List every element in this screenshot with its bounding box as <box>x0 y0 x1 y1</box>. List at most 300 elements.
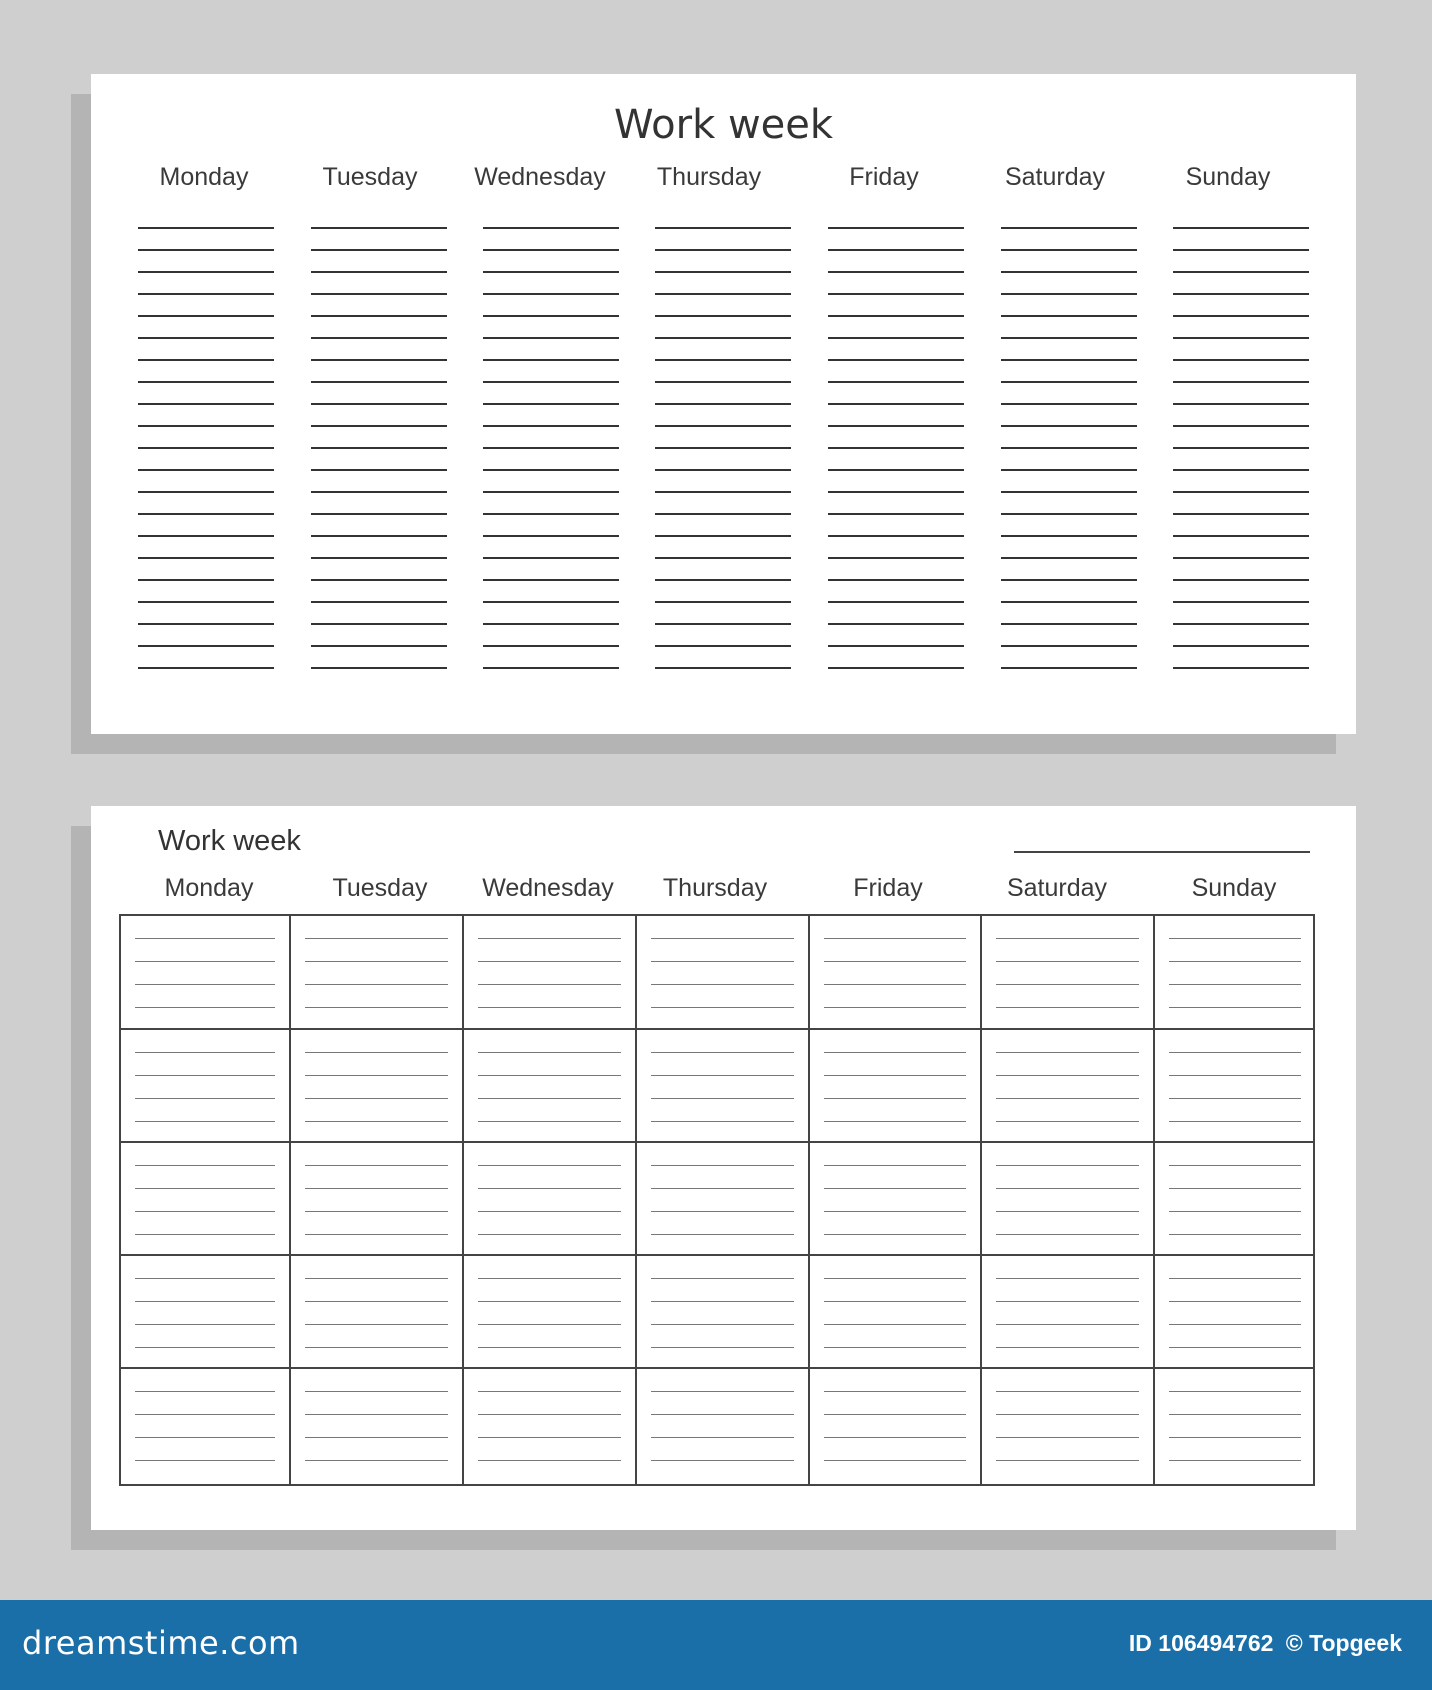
write-line <box>138 315 274 317</box>
write-line <box>311 425 447 427</box>
write-line <box>1169 961 1301 962</box>
write-line <box>138 447 274 449</box>
write-line <box>651 1121 794 1122</box>
write-line <box>311 293 447 295</box>
day-label-tuesday: Tuesday <box>322 163 418 191</box>
write-line <box>135 1391 275 1392</box>
write-line <box>478 1052 621 1053</box>
grid-cell-lines <box>996 1278 1139 1348</box>
write-line <box>651 1414 794 1415</box>
write-line <box>305 1347 448 1348</box>
write-line <box>311 513 447 515</box>
line-column-saturday <box>1001 227 1137 667</box>
grid-cell-lines <box>135 1278 275 1348</box>
write-line <box>478 1188 621 1189</box>
write-line <box>311 381 447 383</box>
grid-cell-lines <box>478 938 621 1008</box>
write-line <box>1001 491 1137 493</box>
write-line <box>655 315 791 317</box>
write-line <box>824 1391 966 1392</box>
write-line <box>135 1121 275 1122</box>
write-line <box>996 1278 1139 1279</box>
write-line <box>138 579 274 581</box>
write-line <box>655 271 791 273</box>
write-line <box>305 1301 448 1302</box>
write-line <box>655 623 791 625</box>
line-column-friday <box>828 227 964 667</box>
write-line <box>135 961 275 962</box>
write-line <box>828 491 964 493</box>
write-line <box>135 1098 275 1099</box>
write-line <box>996 961 1139 962</box>
write-line <box>305 1075 448 1076</box>
grid-cell-lines <box>651 1391 794 1461</box>
write-line <box>824 1278 966 1279</box>
write-line <box>824 1188 966 1189</box>
write-line <box>135 1278 275 1279</box>
write-line <box>483 667 619 669</box>
write-line <box>1001 271 1137 273</box>
write-line <box>1001 359 1137 361</box>
write-line <box>135 1052 275 1053</box>
grid-row-divider <box>121 1141 1313 1143</box>
write-line <box>1173 579 1309 581</box>
write-line <box>135 938 275 939</box>
write-line <box>651 938 794 939</box>
grid-column-divider <box>462 916 464 1484</box>
write-line <box>305 1121 448 1122</box>
write-line <box>305 1188 448 1189</box>
write-line <box>483 249 619 251</box>
author-credit: © Topgeek <box>1285 1630 1402 1656</box>
day-label-saturday: Saturday <box>1004 163 1106 191</box>
grid-cell-lines <box>1169 1278 1301 1348</box>
write-line <box>655 249 791 251</box>
write-line <box>138 359 274 361</box>
write-line <box>305 1324 448 1325</box>
write-line <box>996 1007 1139 1008</box>
write-line <box>1001 249 1137 251</box>
grid-cell-lines <box>305 1391 448 1461</box>
write-line <box>483 337 619 339</box>
grid-cell-lines <box>996 938 1139 1008</box>
write-line <box>1169 1391 1301 1392</box>
write-line <box>651 1165 794 1166</box>
day-label-friday: Friday <box>849 163 919 191</box>
grid-cell-lines <box>996 1165 1139 1235</box>
write-line <box>651 1460 794 1461</box>
write-line <box>1001 227 1137 229</box>
write-line <box>311 227 447 229</box>
write-line <box>1169 1437 1301 1438</box>
grid-cell-lines <box>1169 1391 1301 1461</box>
write-line <box>478 1460 621 1461</box>
write-line <box>996 1075 1139 1076</box>
write-line <box>1169 1211 1301 1212</box>
write-line <box>824 1121 966 1122</box>
write-line <box>305 1414 448 1415</box>
grid-column-divider <box>980 916 982 1484</box>
write-line <box>135 1007 275 1008</box>
write-line <box>655 513 791 515</box>
day-label-thursday: Thursday <box>656 163 762 191</box>
write-line <box>138 425 274 427</box>
write-line <box>828 249 964 251</box>
write-line <box>655 425 791 427</box>
write-line <box>655 337 791 339</box>
write-line <box>1169 1278 1301 1279</box>
write-line <box>138 337 274 339</box>
day-label-tuesday: Tuesday <box>332 874 428 902</box>
write-line <box>311 469 447 471</box>
write-line <box>824 1301 966 1302</box>
write-line <box>478 1391 621 1392</box>
write-line <box>1173 623 1309 625</box>
write-line <box>478 938 621 939</box>
write-line <box>996 1414 1139 1415</box>
write-line <box>311 249 447 251</box>
write-line <box>655 359 791 361</box>
write-line <box>1001 601 1137 603</box>
write-line <box>138 623 274 625</box>
write-line <box>478 1098 621 1099</box>
write-line <box>655 557 791 559</box>
write-line <box>651 1278 794 1279</box>
write-line <box>655 601 791 603</box>
write-line <box>651 1211 794 1212</box>
write-line <box>478 1347 621 1348</box>
write-line <box>311 491 447 493</box>
write-line <box>138 249 274 251</box>
write-line <box>1173 557 1309 559</box>
write-line <box>311 623 447 625</box>
write-line <box>311 271 447 273</box>
write-line <box>1169 1324 1301 1325</box>
write-line <box>1001 645 1137 647</box>
write-line <box>655 293 791 295</box>
write-line <box>824 1007 966 1008</box>
write-line <box>1169 1188 1301 1189</box>
day-label-thursday: Thursday <box>662 874 768 902</box>
write-line <box>305 1007 448 1008</box>
write-line <box>483 315 619 317</box>
line-column-monday <box>138 227 274 667</box>
write-line <box>651 984 794 985</box>
write-line <box>996 1211 1139 1212</box>
write-line <box>311 359 447 361</box>
write-line <box>305 1052 448 1053</box>
write-line <box>478 1211 621 1212</box>
write-line <box>305 984 448 985</box>
write-line <box>138 381 274 383</box>
grid-cell-lines <box>651 1278 794 1348</box>
grid-week-planner <box>91 806 1356 1530</box>
write-line <box>828 601 964 603</box>
write-line <box>996 938 1139 939</box>
grid-cell-lines <box>135 1165 275 1235</box>
write-line <box>311 403 447 405</box>
write-line <box>478 1278 621 1279</box>
write-line <box>1169 1052 1301 1053</box>
write-line <box>138 227 274 229</box>
write-line <box>828 557 964 559</box>
write-line <box>311 447 447 449</box>
write-line <box>996 1437 1139 1438</box>
grid-row-divider <box>121 1254 1313 1256</box>
write-line <box>478 1075 621 1076</box>
write-line <box>138 513 274 515</box>
write-line <box>135 1211 275 1212</box>
write-line <box>1173 425 1309 427</box>
grid-row-divider <box>121 1028 1313 1030</box>
write-line <box>996 1460 1139 1461</box>
write-line <box>655 447 791 449</box>
write-line <box>1173 381 1309 383</box>
write-line <box>305 961 448 962</box>
write-line <box>1001 381 1137 383</box>
write-line <box>138 403 274 405</box>
write-line <box>1001 447 1137 449</box>
write-line <box>996 1301 1139 1302</box>
write-line <box>305 1391 448 1392</box>
write-line <box>1001 469 1137 471</box>
write-line <box>1173 227 1309 229</box>
write-line <box>828 359 964 361</box>
write-line <box>478 1234 621 1235</box>
write-line <box>311 535 447 537</box>
grid-cell-lines <box>996 1052 1139 1122</box>
write-line <box>135 1324 275 1325</box>
grid-cell-lines <box>1169 938 1301 1008</box>
write-line <box>824 1437 966 1438</box>
grid-cell-lines <box>305 938 448 1008</box>
grid-cell-lines <box>824 1278 966 1348</box>
grid-column-divider <box>289 916 291 1484</box>
write-line <box>483 381 619 383</box>
write-line <box>478 1165 621 1166</box>
write-line <box>828 337 964 339</box>
write-line <box>483 535 619 537</box>
write-line <box>824 1052 966 1053</box>
write-line <box>651 961 794 962</box>
write-line <box>311 645 447 647</box>
write-line <box>138 469 274 471</box>
write-line <box>478 1414 621 1415</box>
write-line <box>824 1460 966 1461</box>
write-line <box>478 1301 621 1302</box>
write-line <box>1169 1414 1301 1415</box>
write-line <box>1001 623 1137 625</box>
grid-cell-lines <box>305 1052 448 1122</box>
write-line <box>138 557 274 559</box>
write-line <box>483 513 619 515</box>
write-line <box>305 1234 448 1235</box>
write-line <box>478 1121 621 1122</box>
write-line <box>483 491 619 493</box>
write-line <box>305 1278 448 1279</box>
write-line <box>478 961 621 962</box>
write-line <box>828 579 964 581</box>
write-line <box>651 1324 794 1325</box>
grid-cell-lines <box>1169 1052 1301 1122</box>
write-line <box>478 1324 621 1325</box>
write-line <box>828 227 964 229</box>
write-line <box>1173 491 1309 493</box>
write-line <box>483 557 619 559</box>
write-line <box>651 1301 794 1302</box>
write-line <box>828 447 964 449</box>
write-line <box>655 535 791 537</box>
grid-cell-lines <box>135 1052 275 1122</box>
write-line <box>1001 557 1137 559</box>
write-line <box>824 1211 966 1212</box>
write-line <box>651 1098 794 1099</box>
write-line <box>483 601 619 603</box>
write-line <box>651 1075 794 1076</box>
write-line <box>138 667 274 669</box>
write-line <box>483 293 619 295</box>
image-credit <box>1123 1630 1402 1657</box>
day-label-sunday: Sunday <box>1191 874 1277 902</box>
write-line <box>1001 315 1137 317</box>
write-line <box>655 579 791 581</box>
write-line <box>135 1301 275 1302</box>
write-line <box>1169 1234 1301 1235</box>
write-line <box>135 1165 275 1166</box>
write-line <box>311 601 447 603</box>
grid-cell-lines <box>135 938 275 1008</box>
write-line <box>311 337 447 339</box>
image-id: ID 106494762 <box>1128 1630 1274 1656</box>
planner-title: Work week <box>613 102 834 148</box>
write-line <box>483 227 619 229</box>
write-line <box>828 667 964 669</box>
write-line <box>1173 601 1309 603</box>
write-line <box>655 381 791 383</box>
write-line <box>138 491 274 493</box>
write-line <box>1173 249 1309 251</box>
write-line <box>1173 447 1309 449</box>
write-line <box>305 1211 448 1212</box>
write-line <box>483 579 619 581</box>
write-line <box>828 271 964 273</box>
write-line <box>1173 337 1309 339</box>
grid-cell-lines <box>651 1052 794 1122</box>
grid-cell-lines <box>478 1165 621 1235</box>
write-line <box>1001 425 1137 427</box>
write-line <box>478 1007 621 1008</box>
write-line <box>483 403 619 405</box>
write-line <box>311 557 447 559</box>
grid-cell-lines <box>824 1165 966 1235</box>
write-line <box>135 1188 275 1189</box>
write-line <box>1001 667 1137 669</box>
write-line <box>651 1437 794 1438</box>
write-line <box>828 381 964 383</box>
write-line <box>828 403 964 405</box>
lined-week-planner <box>91 74 1356 734</box>
write-line <box>135 1460 275 1461</box>
write-line <box>311 579 447 581</box>
grid-cell-lines <box>478 1052 621 1122</box>
write-line <box>135 1234 275 1235</box>
write-line <box>305 1460 448 1461</box>
write-line <box>1169 1347 1301 1348</box>
write-line <box>824 1234 966 1235</box>
day-label-wednesday: Wednesday <box>482 874 614 902</box>
write-line <box>824 1075 966 1076</box>
write-line <box>135 1437 275 1438</box>
grid-cell-lines <box>478 1278 621 1348</box>
write-line <box>138 293 274 295</box>
day-label-friday: Friday <box>853 874 923 902</box>
week-grid <box>119 914 1315 1486</box>
write-line <box>138 645 274 647</box>
write-line <box>824 938 966 939</box>
day-label-monday: Monday <box>159 163 249 191</box>
day-label-sunday: Sunday <box>1185 163 1271 191</box>
write-line <box>828 315 964 317</box>
write-line <box>1001 513 1137 515</box>
grid-cell-lines <box>996 1391 1139 1461</box>
write-line <box>655 667 791 669</box>
write-line <box>1169 1460 1301 1461</box>
brand-logo-text: dreamstime.com <box>22 1624 300 1662</box>
line-column-wednesday <box>483 227 619 667</box>
write-line <box>138 601 274 603</box>
write-line <box>135 1347 275 1348</box>
write-line <box>483 447 619 449</box>
write-line <box>824 1414 966 1415</box>
write-line <box>651 1188 794 1189</box>
write-line <box>996 1234 1139 1235</box>
write-line <box>651 1052 794 1053</box>
write-line <box>655 403 791 405</box>
write-line <box>655 645 791 647</box>
write-line <box>828 645 964 647</box>
grid-cell-lines <box>824 1052 966 1122</box>
write-line <box>996 1121 1139 1122</box>
write-line <box>824 984 966 985</box>
write-line <box>996 984 1139 985</box>
write-line <box>483 359 619 361</box>
grid-column-divider <box>635 916 637 1484</box>
grid-column-divider <box>1153 916 1155 1484</box>
line-column-sunday <box>1173 227 1309 667</box>
write-line <box>1173 293 1309 295</box>
write-line <box>828 425 964 427</box>
write-line <box>1173 645 1309 647</box>
write-line <box>1173 315 1309 317</box>
name-write-line <box>1014 851 1310 853</box>
write-line <box>651 1391 794 1392</box>
write-line <box>996 1391 1139 1392</box>
grid-cell-lines <box>651 1165 794 1235</box>
write-line <box>305 1098 448 1099</box>
write-line <box>135 984 275 985</box>
write-line <box>483 623 619 625</box>
grid-row-divider <box>121 1367 1313 1369</box>
write-line <box>651 1007 794 1008</box>
grid-cell-lines <box>478 1391 621 1461</box>
grid-cell-lines <box>305 1278 448 1348</box>
write-line <box>1169 984 1301 985</box>
write-line <box>1169 1075 1301 1076</box>
write-line <box>655 491 791 493</box>
write-line <box>311 315 447 317</box>
write-line <box>651 1347 794 1348</box>
write-line <box>478 1437 621 1438</box>
